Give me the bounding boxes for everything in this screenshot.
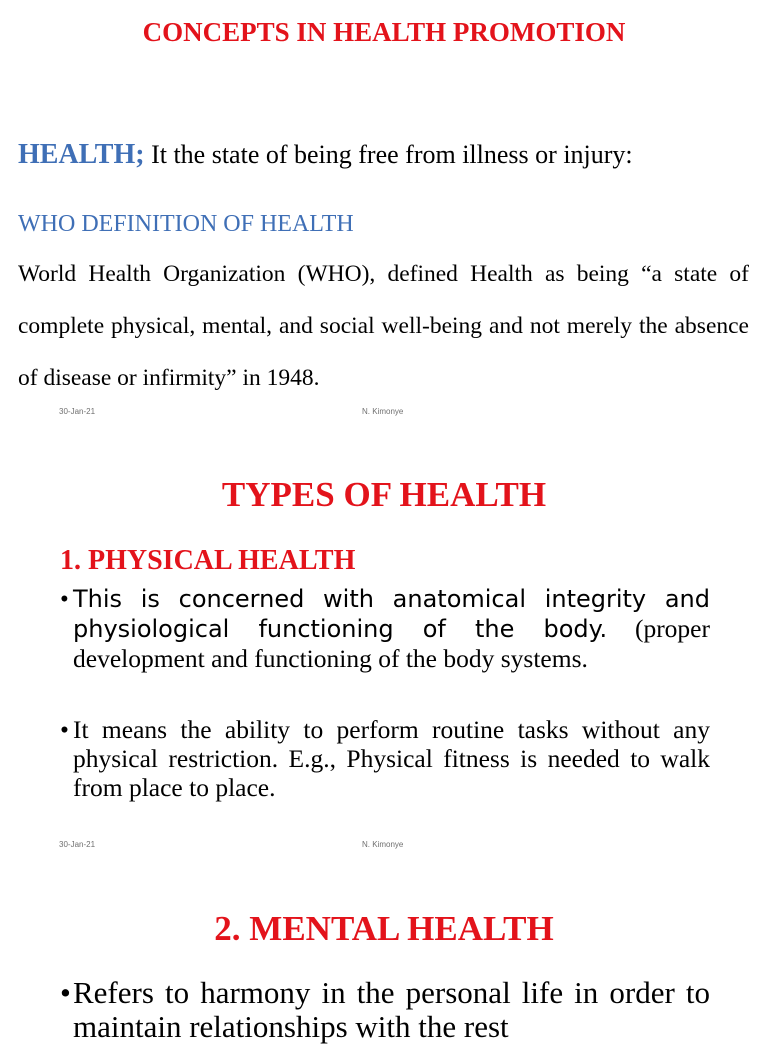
section-title-types-of-health: TYPES OF HEALTH <box>221 475 547 514</box>
footer-date: 30-Jan-21 <box>59 407 96 416</box>
subheading-physical-health: 1. PHYSICAL HEALTH <box>60 545 356 576</box>
bullet-text-serif: (proper development and functioning of the body systems. <box>73 614 710 673</box>
bullet-item <box>60 585 710 674</box>
health-definition-text: It the state of being free from illness or injury: <box>144 140 633 169</box>
bullet-text <box>73 585 710 674</box>
bullet-text-sans: This is concerned with anatomical integrity and physiological functioning of the body. <box>73 585 710 643</box>
health-term: HEALTH; <box>18 139 145 170</box>
page-title: CONCEPTS IN HEALTH PROMOTION <box>142 17 626 47</box>
bullet-icon: • <box>60 975 71 1010</box>
footer-author: N. Kimonye <box>362 407 404 416</box>
footer-author: N. Kimonye <box>362 840 404 849</box>
who-definition-heading: WHO DEFINITION OF HEALTH <box>18 211 354 237</box>
bullet-text: It means the ability to perform routine tasks without any physical restriction. E.g., Physical fitness is needed to walk from place to place. <box>73 715 710 802</box>
bullet-item <box>60 976 710 1044</box>
bullet-text: Refers to harmony in the personal life in order to maintain relationships with the rest <box>73 975 710 1044</box>
who-definition-paragraph: World Health Organization (WHO), defined Health as being “a state of complete physical, mental, and social well-being and not merely the absence of disease or infirmity” in 1948. <box>18 261 749 391</box>
bullet-icon: • <box>60 586 69 613</box>
bullet-item <box>60 715 710 802</box>
footer-date: 30-Jan-21 <box>59 840 96 849</box>
bullet-icon: • <box>60 715 69 744</box>
health-definition-line <box>18 136 633 174</box>
section-title-mental-health: 2. MENTAL HEALTH <box>214 909 554 948</box>
